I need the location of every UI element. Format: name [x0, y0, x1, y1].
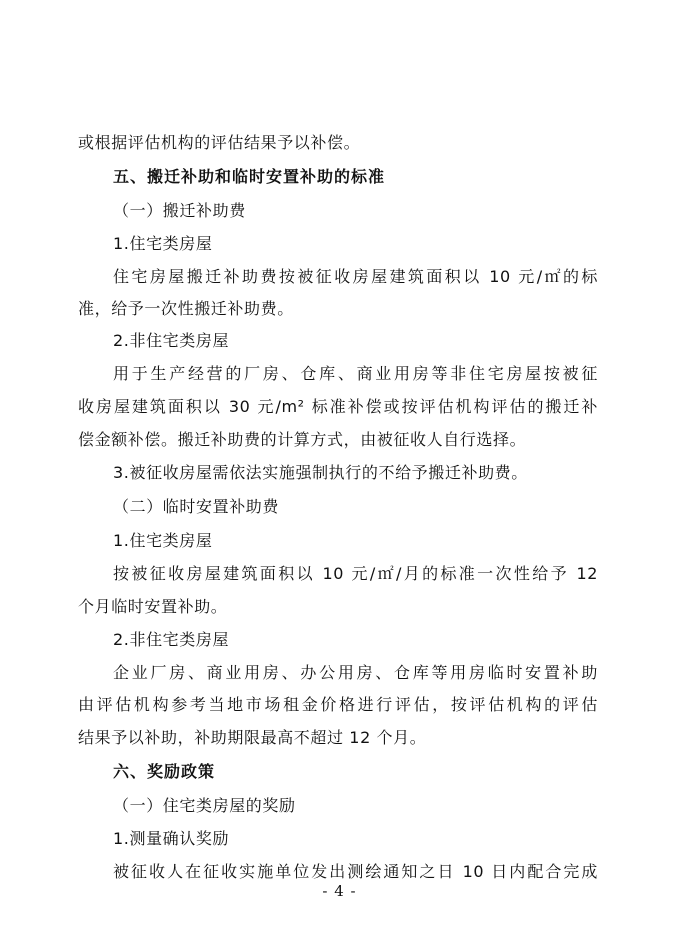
item-heading-residential-temporary: 1.住宅类房屋: [113, 531, 213, 550]
paragraph-continuation: 或根据评估机构的评估结果予以补偿。: [78, 133, 361, 152]
item-heading-non-residential-temporary: 2.非住宅类房屋: [113, 630, 230, 649]
paragraph-non-residential-line-1: 用于生产经营的厂房、仓库、商业用房等非住宅房屋按被征: [113, 364, 598, 383]
paragraph-non-residential-temporary-line-3: 结果予以补助，补助期限最高不超过 12 个月。: [78, 728, 427, 747]
item-heading-residential: 1.住宅类房屋: [113, 234, 213, 253]
paragraph-measurement-reward-line-1: 被征收人在征收实施单位发出测绘通知之日 10 日内配合完成: [113, 862, 598, 881]
item-heading-non-residential: 2.非住宅类房屋: [113, 331, 230, 350]
paragraph-residential-subsidy-line-1: 住宅房屋搬迁补助费按被征收房屋建筑面积以 10 元/㎡的标: [113, 267, 598, 286]
page-number: - 4 -: [322, 882, 357, 900]
subsection-heading-relocation-subsidy: （一）搬迁补助费: [113, 201, 246, 220]
paragraph-residential-subsidy-line-2: 准，给予一次性搬迁补助费。: [78, 299, 294, 318]
section-heading-6: 六、奖励政策: [113, 762, 216, 781]
paragraph-residential-temporary-line-2: 个月临时安置补助。: [78, 597, 228, 616]
paragraph-non-residential-line-2: 收房屋建筑面积以 30 元/m² 标准补偿或按评估机构评估的搬迁补: [78, 397, 598, 416]
paragraph-non-residential-temporary-line-2: 由评估机构参考当地市场租金价格进行评估，按评估机构的评估: [78, 695, 598, 714]
section-heading-5: 五、搬迁补助和临时安置补助的标准: [113, 167, 386, 186]
paragraph-non-residential-line-3: 偿金额补偿。搬迁补助费的计算方式，由被征收人自行选择。: [78, 430, 527, 449]
paragraph-non-residential-temporary-line-1: 企业厂房、商业用房、办公用房、仓库等用房临时安置补助: [113, 663, 598, 682]
item-forced-execution: 3.被征收房屋需依法实施强制执行的不给予搬迁补助费。: [113, 463, 528, 482]
item-heading-measurement-reward: 1.测量确认奖励: [113, 829, 230, 848]
subsection-heading-temporary-resettlement: （二）临时安置补助费: [113, 497, 280, 516]
paragraph-residential-temporary-line-1: 按被征收房屋建筑面积以 10 元/㎡/月的标准一次性给予 12: [113, 564, 598, 583]
subsection-heading-residential-rewards: （一）住宅类房屋的奖励: [113, 796, 296, 815]
